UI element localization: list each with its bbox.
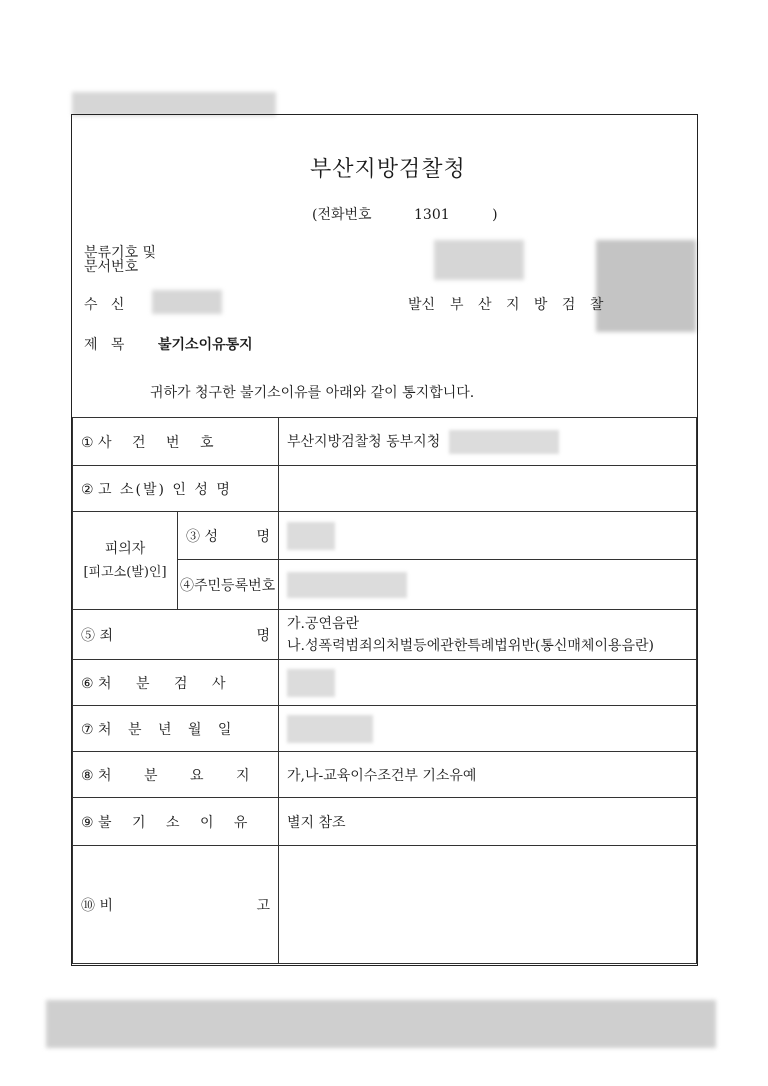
remarks-label: ⑩ 비 고	[73, 846, 279, 964]
name-label: ③ 성 명	[178, 512, 279, 560]
date-label: ⑦ 처 분 년 월 일	[73, 706, 279, 752]
crime-label: ⑤ 죄 명	[73, 610, 279, 660]
reason-label: ⑨ 불 기 소 이 유	[73, 798, 279, 846]
table-row	[73, 846, 697, 964]
date-value	[279, 706, 697, 752]
notice-table	[72, 417, 697, 964]
redacted-resident-no	[287, 572, 407, 598]
table-row	[73, 466, 697, 512]
case-no-value: 부산지방검찰청 동부지청	[279, 418, 697, 466]
table-row	[73, 660, 697, 706]
sender-value: 부 산 지 방 검 찰	[450, 297, 606, 313]
phone-number: 1301	[414, 207, 450, 223]
doc-code-line1: 분류기호 및	[84, 245, 157, 261]
complainant-label: ② 고 소(발) 인 성 명	[73, 466, 279, 512]
prosecutor-value	[279, 660, 697, 706]
table-row	[73, 752, 697, 798]
reason-value: 별지 참조	[279, 798, 697, 846]
suspect-group-label: 피의자 [피고소(발)인]	[73, 512, 178, 610]
resident-no-label: ④주민등록번호	[178, 560, 279, 610]
redacted-header-block	[72, 92, 276, 116]
subject-value: 불기소이유통지	[158, 337, 253, 353]
sender-label: 발신	[408, 297, 436, 313]
phone-close: )	[492, 207, 498, 223]
complainant-value	[279, 466, 697, 512]
crime-value: 가.공연음란 나.성폭력범죄의처벌등에관한특례법위반(통신매체이용음란)	[279, 610, 697, 660]
intro-text: 귀하가 청구한 불기소이유를 아래와 같이 통지합니다.	[150, 385, 475, 401]
remarks-value	[279, 846, 697, 964]
redacted-name	[287, 522, 335, 550]
name-value	[279, 512, 697, 560]
table-row	[73, 610, 697, 660]
phone-label: (전화번호	[312, 207, 372, 223]
recipient-label: 수 신	[84, 297, 125, 313]
redacted-date	[287, 715, 373, 743]
resident-no-value	[279, 560, 697, 610]
prosecutor-label: ⑥ 처 분 검 사	[73, 660, 279, 706]
table-row	[73, 512, 697, 560]
redacted-prosecutor	[287, 669, 335, 697]
phone-line	[312, 204, 498, 224]
disposition-value: 가,나-교육이수조건부 기소유예	[279, 752, 697, 798]
table-row	[73, 706, 697, 752]
table-row	[73, 418, 697, 466]
page-title: 부산지방검찰청	[310, 157, 466, 182]
disposition-label: ⑧ 처 분 요 지	[73, 752, 279, 798]
case-no-label: ① 사 건 번 호	[73, 418, 279, 466]
redacted-case-number	[449, 430, 559, 454]
table-row	[73, 798, 697, 846]
redacted-footer-band	[46, 1000, 716, 1048]
doc-code-label	[84, 246, 156, 274]
subject-label: 제 목	[84, 337, 125, 353]
doc-code-line2: 문서번호	[84, 259, 139, 275]
